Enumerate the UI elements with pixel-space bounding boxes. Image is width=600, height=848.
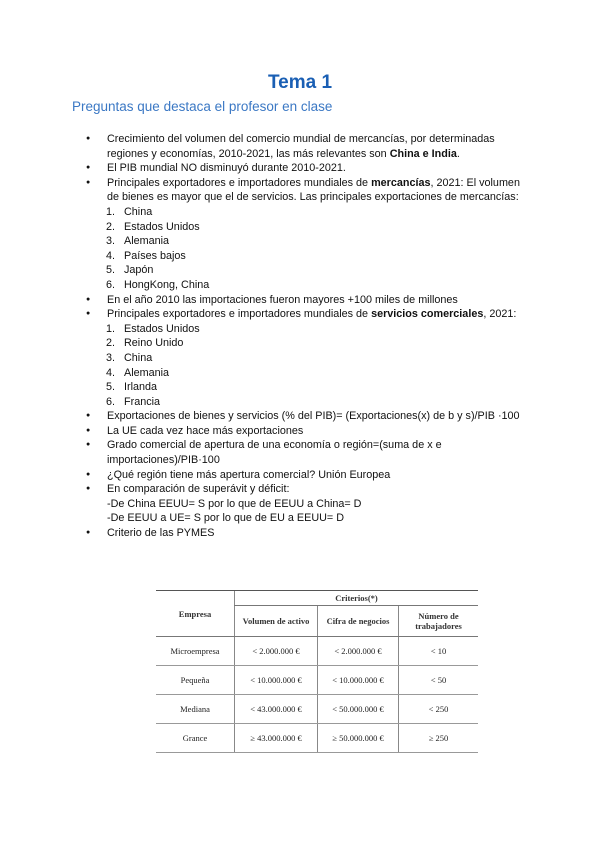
list-item xyxy=(86,278,526,293)
list-item-text: Francia xyxy=(124,395,161,408)
list-number: 1. xyxy=(106,322,116,335)
notes-content xyxy=(86,132,526,541)
services-exporters-list xyxy=(86,322,526,410)
bullet-text: . xyxy=(456,147,460,160)
cell-volumen: < 2.000.000 € xyxy=(235,637,318,666)
cell-volumen: < 43.000.000 € xyxy=(235,695,318,724)
bullet-text: -De China EEUU= S por lo que de EEUU a China= D xyxy=(107,497,362,510)
list-item xyxy=(86,205,526,220)
page-subtitle: Preguntas que destaca el profesor en clase xyxy=(72,99,333,114)
list-item-text: Irlanda xyxy=(124,381,158,394)
list-item: ● La UE cada vez hace más exportaciones xyxy=(86,424,526,439)
bullet-text: , 2021: El volumen de bienes es mayor que el de servicios. Las principales exportaciones de mercancías: xyxy=(107,176,520,204)
list-number: 5. xyxy=(106,264,116,277)
list-number: 3. xyxy=(106,351,116,364)
list-item xyxy=(86,366,526,381)
cell-volumen: < 10.000.000 € xyxy=(235,666,318,695)
bullet-bold-text: China e India xyxy=(389,147,457,160)
cell-cifra: ≥ 50.000.000 € xyxy=(318,724,399,753)
list-item-text: Estados Unidos xyxy=(124,220,200,233)
column-header-volumen: Volumen de activo xyxy=(235,606,318,637)
list-item: ● El PIB mundial NO disminuyó durante 2010-2021. xyxy=(86,161,526,176)
cell-numero: < 250 xyxy=(399,695,479,724)
list-item-text: Alemania xyxy=(124,366,170,379)
list-item xyxy=(86,395,526,410)
list-number: 3. xyxy=(106,235,116,248)
list-item-text: China xyxy=(124,205,153,218)
table-row xyxy=(156,637,478,666)
list-item-text: Alemania xyxy=(124,235,170,248)
cell-numero: < 50 xyxy=(399,666,479,695)
list-item xyxy=(86,176,526,205)
list-item xyxy=(86,336,526,351)
list-item xyxy=(86,322,526,337)
list-item xyxy=(86,482,526,526)
bullet-text: -De EEUU a UE= S por lo que de EU a EEUU= D xyxy=(107,512,345,525)
list-item xyxy=(86,380,526,395)
list-item: ● Grado comercial de apertura de una economía o región=(suma de x e importaciones)/PIB·100 xyxy=(86,438,526,467)
bullet-list xyxy=(86,409,526,540)
list-number: 1. xyxy=(106,205,116,218)
list-item: ● Exportaciones de bienes y servicios (% del PIB)= (Exportaciones(x) de b y s)/PIB ·100 xyxy=(86,409,526,424)
pymes-table xyxy=(156,590,478,753)
table-row xyxy=(156,724,478,753)
table-row xyxy=(156,695,478,724)
list-number: 4. xyxy=(106,366,116,379)
bullet-text: Crecimiento del volumen del comercio mundial de mercancías, por determinadas regiones y economías, 2010-2021, las más relevantes son xyxy=(107,133,495,160)
list-item xyxy=(86,351,526,366)
list-item-text: Japón xyxy=(124,264,154,277)
list-number: 2. xyxy=(106,220,116,233)
cell-numero: ≥ 250 xyxy=(399,724,479,753)
cell-empresa: Grance xyxy=(156,724,235,753)
merchandise-exporters-list xyxy=(86,205,526,293)
page-title: Tema 1 xyxy=(267,72,333,93)
list-item xyxy=(86,234,526,249)
bullet-bold-text: servicios comerciales xyxy=(371,308,484,321)
list-item-text: HongKong, China xyxy=(124,278,210,291)
table-row xyxy=(156,666,478,695)
list-item xyxy=(86,132,526,161)
column-header-cifra: Cifra de negocios xyxy=(318,606,399,637)
cell-empresa: Mediana xyxy=(156,695,235,724)
cell-cifra: < 10.000.000 € xyxy=(318,666,399,695)
bullet-text: , 2021: xyxy=(483,308,517,321)
cell-cifra: < 50.000.000 € xyxy=(318,695,399,724)
list-item: ● ¿Qué región tiene más apertura comercial? Unión Europea xyxy=(86,468,526,483)
bullet-list xyxy=(86,293,526,322)
list-item xyxy=(86,249,526,264)
list-number: 5. xyxy=(106,381,116,394)
bullet-bold-text: mercancías xyxy=(371,176,431,189)
list-item xyxy=(86,263,526,278)
list-item-text: China xyxy=(124,351,153,364)
list-item xyxy=(86,220,526,235)
column-header-empresa: Empresa xyxy=(156,591,235,637)
list-number: 4. xyxy=(106,249,116,262)
list-item-text: Países bajos xyxy=(124,249,186,262)
cell-empresa: Microempresa xyxy=(156,637,235,666)
cell-empresa: Pequeña xyxy=(156,666,235,695)
list-number: 2. xyxy=(106,337,116,350)
bullet-text: Principales exportadores e importadores mundiales de xyxy=(107,176,372,189)
cell-volumen: ≥ 43.000.000 € xyxy=(235,724,318,753)
list-number: 6. xyxy=(106,395,116,408)
list-item-text: Estados Unidos xyxy=(124,322,200,335)
list-item: ● Criterio de las PYMES xyxy=(86,526,526,541)
list-item-text: Reino Unido xyxy=(124,337,184,350)
cell-cifra: < 2.000.000 € xyxy=(318,637,399,666)
list-item xyxy=(86,307,526,322)
column-header-criterios: Criterios(*) xyxy=(235,591,479,606)
bullet-text: ● En comparación de superávit y déficit: xyxy=(107,483,290,496)
cell-numero: < 10 xyxy=(399,637,479,666)
bullet-list xyxy=(86,132,526,205)
column-header-numero: Número de trabajadores xyxy=(399,606,479,637)
list-number: 6. xyxy=(106,278,116,291)
bullet-text: Principales exportadores e importadores mundiales de xyxy=(107,308,372,321)
list-item: ● En el año 2010 las importaciones fueron mayores +100 miles de millones xyxy=(86,293,526,308)
